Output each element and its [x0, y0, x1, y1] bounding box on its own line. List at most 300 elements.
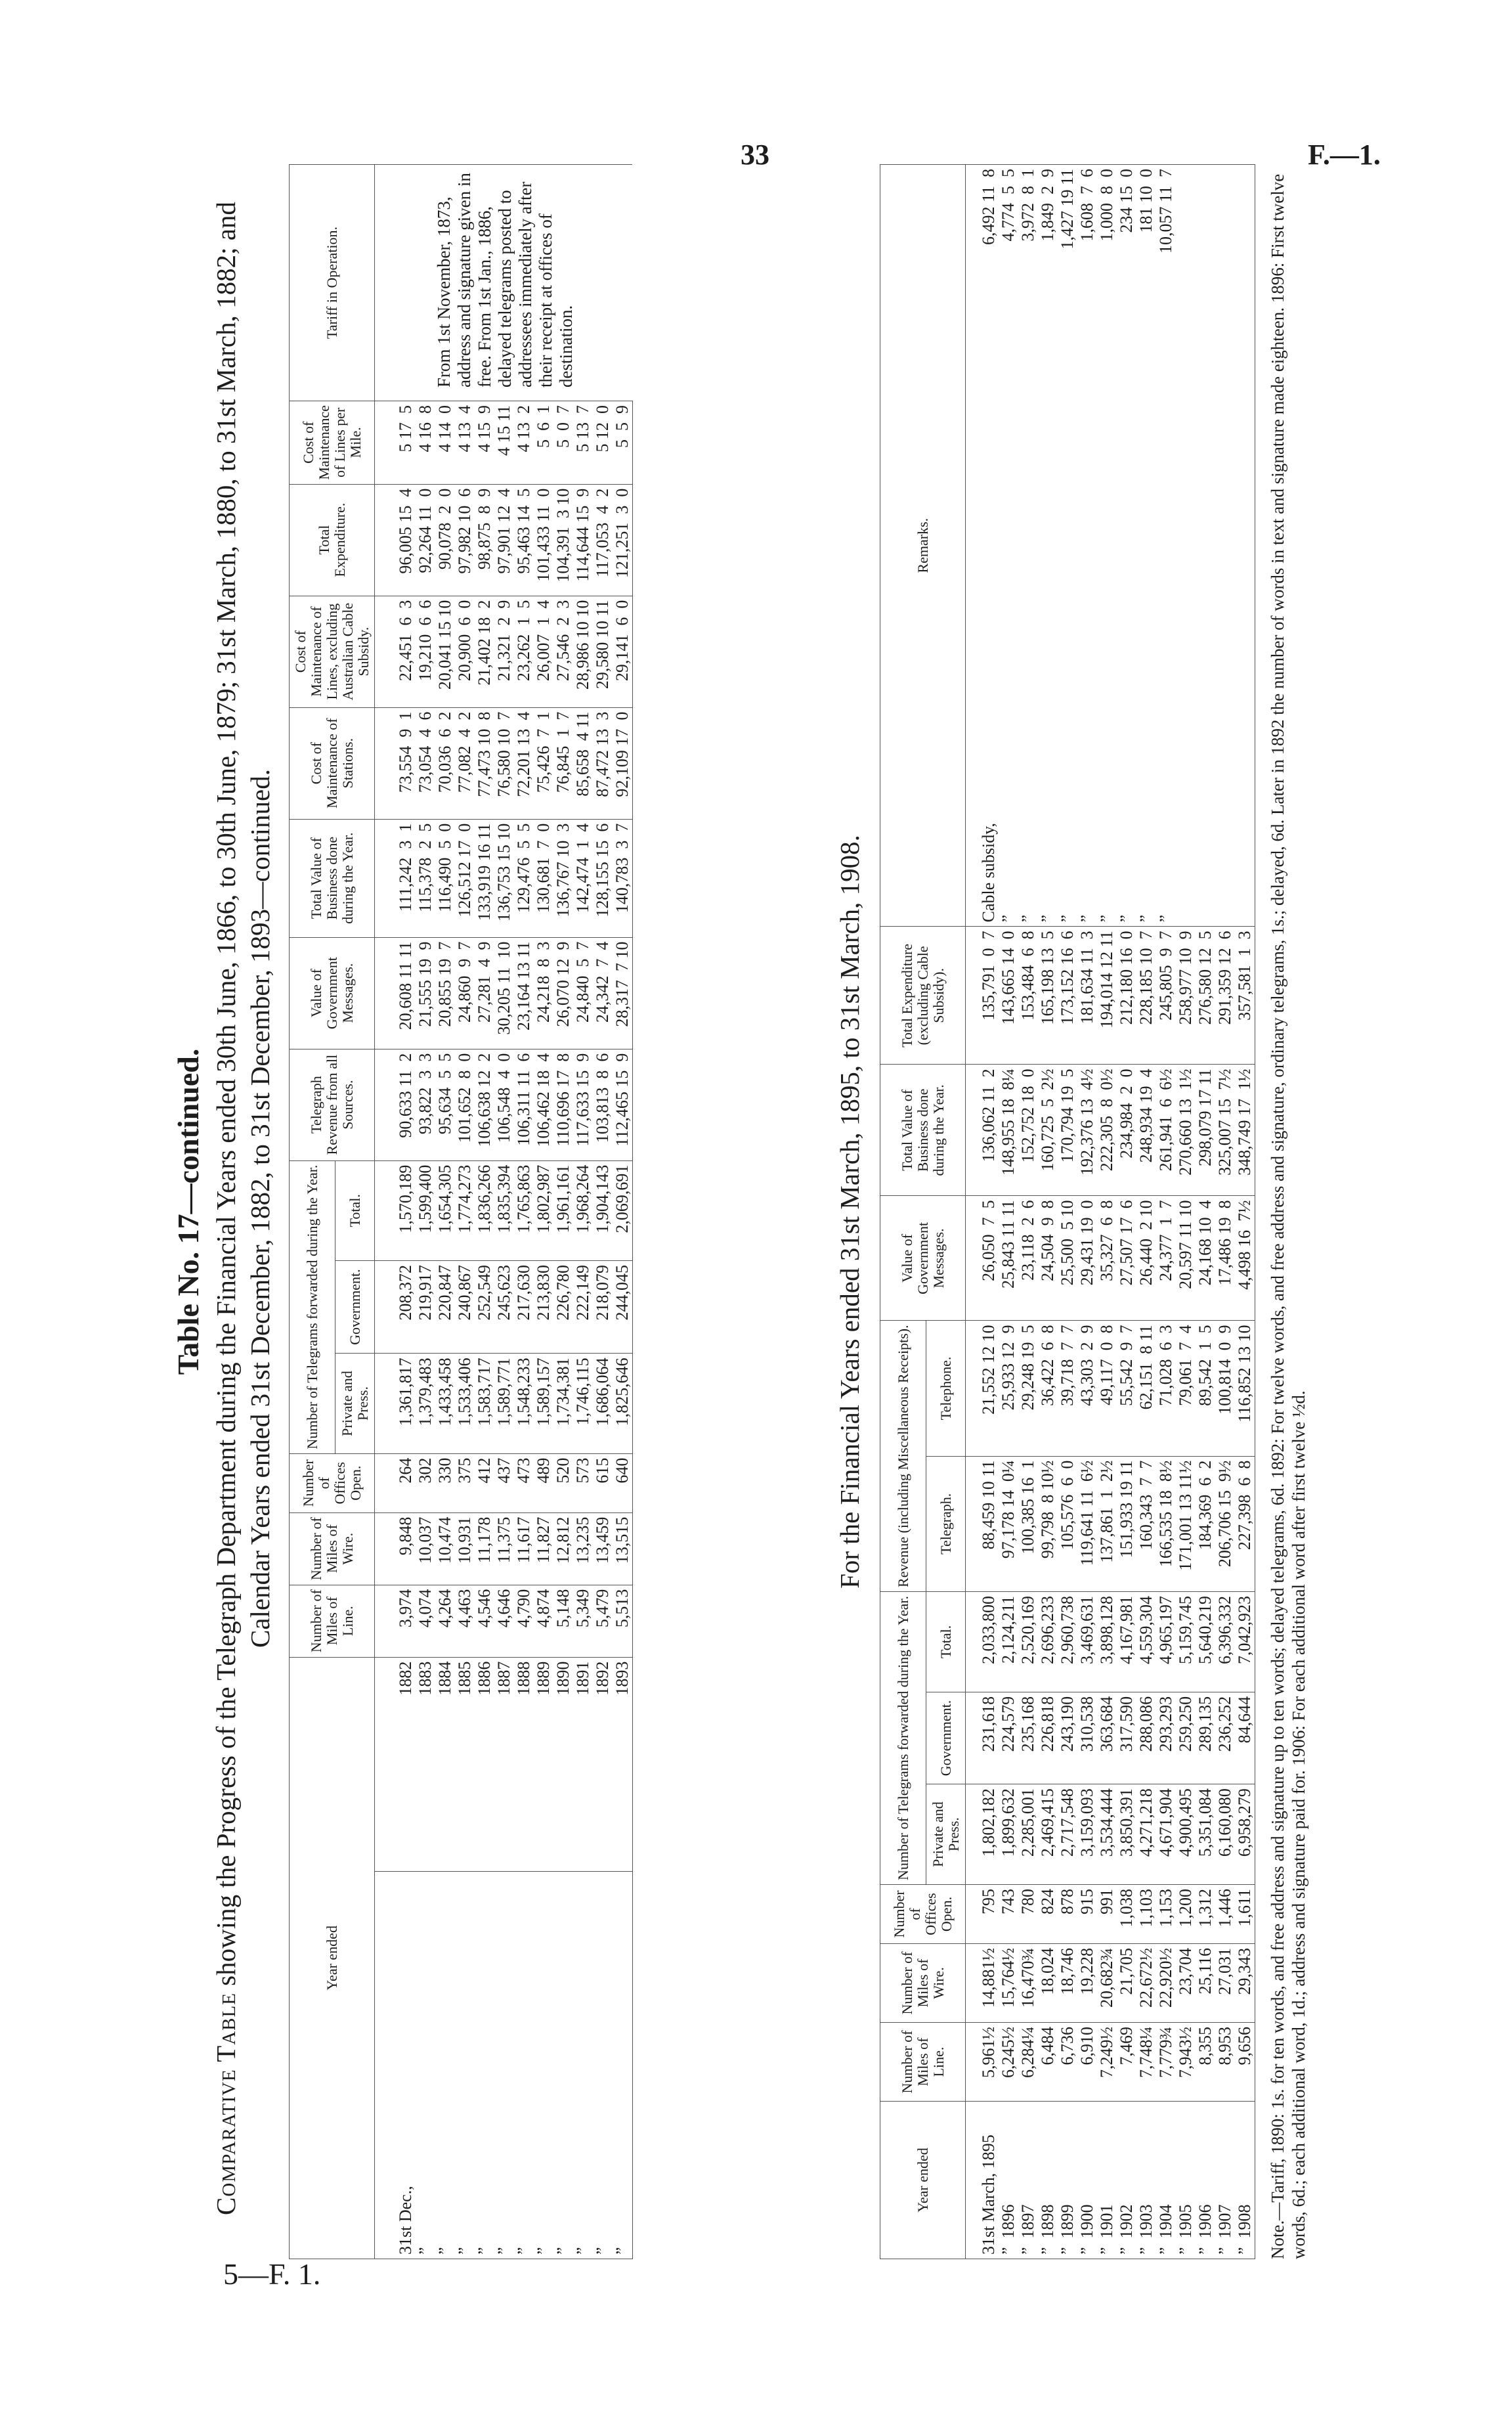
table-row — [573, 165, 593, 2259]
table-cell: 4,900,495 — [1176, 1784, 1196, 1885]
table-cell: 12,812 — [553, 1512, 573, 1585]
table-row — [435, 165, 455, 2259]
table-cell: 1,968,264 — [573, 1160, 593, 1260]
table-cell: 130,681 7 0 — [534, 819, 553, 937]
table-cell: 2,285,001 — [1018, 1784, 1038, 1885]
table-cell: 1,200 — [1176, 1885, 1196, 1944]
table-row — [375, 165, 416, 2259]
table-cell: 289,135 — [1196, 1692, 1215, 1784]
table-cell — [1215, 165, 1235, 518]
table-cell: 24,860 9 7 — [455, 937, 475, 1049]
col-gov-messages: Value of Government Messages. — [290, 937, 375, 1049]
tariff-note: Note.—Tariff, 1890: 1s. for ten words, and free address and signature up to ten words; delayed telegrams, 6d. 1892: For twelve words, and free address and signature, ordinary telegrams, 1s.; delayed, 6d. Later in 1892 the number of words in text and signature made eighteen. 1896: First twelve words, 6d.; each additional word, 1d.; address and signature paid for. 1906: For each additional word after first twelve ½d. — [1268, 173, 1308, 2259]
table-cell: 10,057 11 7 — [1156, 165, 1176, 518]
table-cell: 298,079 17 11 — [1196, 1065, 1215, 1196]
table-cell: 117,053 4 2 — [593, 484, 613, 596]
table-cell: 26,070 12 9 — [553, 937, 573, 1049]
table-cell: 244,045 — [613, 1260, 633, 1353]
table-cell: 9,656 — [1235, 2023, 1255, 2102]
table-cell: 824 — [1038, 1885, 1058, 1944]
table-cell: 1887 — [494, 1657, 514, 1871]
table-cell: 226,818 — [1038, 1692, 1058, 1784]
table-cell: 23,118 2 6 — [1018, 1196, 1038, 1321]
table-cell: 25,116 — [1196, 1944, 1215, 2023]
table-cell: 1,904,143 — [593, 1160, 613, 1260]
table-cell: 5 13 7 — [573, 401, 593, 485]
table-cell: 28,317 7 10 — [613, 937, 633, 1049]
col2-miles-line: Number of Miles of Line. — [880, 2023, 966, 2102]
table-cell: 27,281 4 9 — [475, 937, 494, 1049]
table-cell: 133,919 16 11 — [475, 819, 494, 937]
table-cell: 35,327 6 8 — [1097, 1196, 1117, 1321]
table-cell: 5,148 — [553, 1585, 573, 1657]
table-cell: 25,843 11 11 — [999, 1196, 1018, 1321]
table-cell: 1,427 19 11 — [1058, 165, 1077, 518]
table-cell: 1,446 — [1215, 1885, 1235, 1944]
table-cell: 228,185 10 7 — [1136, 927, 1156, 1065]
table-cell: 119,641 11 6½ — [1077, 1456, 1097, 1591]
col2-remarks: Remarks. — [880, 165, 966, 927]
table-cell: ” 1900 — [1077, 2102, 1097, 2259]
subtitle-rest: showing the Progress of the Telegraph Department during the Financial Years ended 30th June, 1866, to 30th June, 1879; 31st March, 1880, to 31st March, 1882; and Calendar Years ended 31st December, 1882, to 31st December, 1893—continued. — [211, 202, 275, 1993]
table-cell: 213,830 — [534, 1260, 553, 1353]
table-cell: 85,658 4 11 — [573, 707, 593, 819]
table-cell: 1,103 — [1136, 1885, 1156, 1944]
table-cell: 29,343 — [1235, 1944, 1255, 2023]
table-cell: 7,748¼ — [1136, 2023, 1156, 2102]
table-row — [1018, 165, 1038, 2259]
table-cell: 878 — [1058, 1885, 1077, 1944]
table-cell: 4,074 — [416, 1585, 435, 1657]
table-cell: 1,836,266 — [475, 1160, 494, 1260]
table-cell: 2,520,169 — [1018, 1591, 1038, 1692]
table-cell: ” — [1117, 518, 1136, 927]
table-cell — [1196, 518, 1215, 927]
table-cell: 29,580 10 11 — [593, 596, 613, 707]
table-cell: 1,835,394 — [494, 1160, 514, 1260]
progress-table-1895-1908 — [880, 164, 1255, 2259]
table-cell: 5,351,084 — [1196, 1784, 1215, 1885]
table-cell: ” — [1097, 518, 1117, 927]
table-cell: 137,861 1 2½ — [1097, 1456, 1117, 1591]
table-cell: 21,402 18 2 — [475, 596, 494, 707]
table-cell: 743 — [999, 1885, 1018, 1944]
table-cell: 615 — [593, 1453, 613, 1512]
table-cell: 153,484 6 8 — [1018, 927, 1038, 1065]
table-cell: 640 — [613, 1453, 633, 1512]
table-cell: 21,321 2 9 — [494, 596, 514, 707]
table-cell — [1235, 518, 1255, 927]
table-cell: 1,548,233 — [514, 1354, 534, 1453]
table-cell: 43,303 2 9 — [1077, 1321, 1097, 1456]
table-cell: 291,359 12 6 — [1215, 927, 1235, 1065]
col2-telephone: Telephone. — [926, 1321, 966, 1456]
table-cell: 26,440 2 10 — [1136, 1196, 1156, 1321]
table-cell: 1,611 — [1235, 1885, 1255, 1944]
table-cell: ” 1907 — [1215, 2102, 1235, 2259]
table-cell: 6,284¼ — [1018, 2023, 1038, 2102]
table-row — [553, 165, 573, 2259]
table-cell: 3,534,444 — [1097, 1784, 1117, 1885]
table-cell: 1,802,182 — [966, 1784, 999, 1885]
table-cell: 116,490 5 0 — [435, 819, 455, 937]
table-row — [1038, 165, 1058, 2259]
table-cell: 136,767 10 3 — [553, 819, 573, 937]
table-cell: 1882 — [375, 1657, 416, 1871]
table-cell: 87,472 13 3 — [593, 707, 613, 819]
table-cell: 72,201 13 4 — [514, 707, 534, 819]
table-row — [1176, 165, 1196, 2259]
table-cell: 1,153 — [1156, 1885, 1176, 1944]
table-cell: 136,753 15 10 — [494, 819, 514, 937]
table-cell: 264 — [375, 1453, 416, 1512]
table-cell: 226,780 — [553, 1260, 573, 1353]
col2-miles-wire: Number of Miles of Wire. — [880, 1944, 966, 2023]
table-cell: 222,305 8 0½ — [1097, 1065, 1117, 1196]
table-cell: 18,024 — [1038, 1944, 1058, 2023]
table-cell: 248,934 19 4 — [1136, 1065, 1156, 1196]
table-cell: 3,159,093 — [1077, 1784, 1097, 1885]
table-cell: 184,369 6 2 — [1196, 1456, 1215, 1591]
table-cell: 23,704 — [1176, 1944, 1196, 2023]
table-cell: 99,798 8 10½ — [1038, 1456, 1058, 1591]
table-cell: 20,608 11 11 — [375, 937, 416, 1049]
table-cell: 1,765,863 — [514, 1160, 534, 1260]
table-cell: 4,559,304 — [1136, 1591, 1156, 1692]
table-cell: 70,036 6 2 — [435, 707, 455, 819]
table-cell: 236,252 — [1215, 1692, 1235, 1784]
table-row — [1136, 165, 1156, 2259]
table-cell: 106,311 11 6 — [514, 1049, 534, 1160]
table-cell: 473 — [514, 1453, 534, 1512]
table-cell: 106,638 12 2 — [475, 1049, 494, 1160]
table-cell: 489 — [534, 1453, 553, 1512]
table-cell: 330 — [435, 1453, 455, 1512]
col2-private-press: Private and Press. — [926, 1784, 966, 1885]
table-cell: 22,920½ — [1156, 1944, 1176, 2023]
table-cell: 8,953 — [1215, 2023, 1235, 2102]
table-cell: 76,580 10 7 — [494, 707, 514, 819]
table-cell: 1885 — [455, 1657, 475, 1871]
table-cell: 76,845 1 7 — [553, 707, 573, 819]
table-cell: 24,342 7 4 — [593, 937, 613, 1049]
table-cell: 116,852 13 10 — [1235, 1321, 1255, 1456]
col-cost-per-mile: Cost of Maintenance of Lines per Mile. — [290, 401, 375, 485]
table-cell: 224,579 — [999, 1692, 1018, 1784]
table-cell: ” 1901 — [1097, 2102, 1117, 2259]
table-cell: 22,672½ — [1136, 1944, 1156, 2023]
table-cell: 1,849 2 9 — [1038, 165, 1058, 518]
table-cell: 140,783 3 7 — [613, 819, 633, 937]
table-cell: 5 6 1 — [534, 401, 553, 485]
table-cell: 310,538 — [1077, 1692, 1097, 1784]
table-cell: 90,078 2 0 — [435, 484, 455, 596]
col2-expenditure: Total Expenditure (excluding Cable Subsidy). — [880, 927, 966, 1065]
table-cell: ” — [1156, 518, 1176, 927]
table-cell: 4,671,904 — [1156, 1784, 1176, 1885]
table-cell: 219,917 — [416, 1260, 435, 1353]
table-cell: 17,486 19 8 — [1215, 1196, 1235, 1321]
col-year-ended: Year ended — [290, 1657, 375, 2259]
table-cell: 23,262 1 5 — [514, 596, 534, 707]
table-cell: ” — [455, 1871, 475, 2259]
table-cell: 19,228 — [1077, 1944, 1097, 2023]
col2-business: Total Value of Business done during the Year. — [880, 1065, 966, 1196]
table-cell: 5,513 — [613, 1585, 633, 1657]
table-cell: ” — [1018, 518, 1038, 927]
table-cell: ” — [416, 1871, 435, 2259]
table-cell: 363,684 — [1097, 1692, 1117, 1784]
table-cell: 3,850,391 — [1117, 1784, 1136, 1885]
table-cell: 173,152 16 6 — [1058, 927, 1077, 1065]
col2-government: Government. — [926, 1692, 966, 1784]
table-cell: 31st March, 1895 — [966, 2102, 999, 2259]
col-revenue: Telegraph Revenue from all Sources. — [290, 1049, 375, 1160]
table-cell: 192,376 13 4½ — [1077, 1065, 1097, 1196]
table-cell: 412 — [475, 1453, 494, 1512]
table-cell: 97,901 12 4 — [494, 484, 514, 596]
col2-telegraph: Telegraph. — [926, 1456, 966, 1591]
table-cell: 6,492 11 8 — [966, 165, 999, 518]
table-row — [475, 165, 494, 2259]
table-row — [966, 165, 999, 2259]
col-business: Total Value of Business done during the Year. — [290, 819, 375, 937]
table-cell: 4 14 0 — [435, 401, 455, 485]
table-cell: 1,608 7 6 — [1077, 165, 1097, 518]
table-cell: 1,734,381 — [553, 1354, 573, 1453]
table-cell: 114,644 15 9 — [573, 484, 593, 596]
table-cell: 6,245½ — [999, 2023, 1018, 2102]
table-row — [1156, 165, 1176, 2259]
table-title: Table No. 17—continued. — [171, 1048, 205, 1375]
table-cell: 3,974 — [375, 1585, 416, 1657]
table-cell: 4,167,981 — [1117, 1591, 1136, 1692]
table-cell — [1215, 518, 1235, 927]
table-row — [1215, 165, 1235, 2259]
table-cell: 217,630 — [514, 1260, 534, 1353]
table-cell — [1196, 165, 1215, 518]
table-cell: 3,898,128 — [1097, 1591, 1117, 1692]
table-cell: ” 1897 — [1018, 2102, 1038, 2259]
table-cell: 26,007 1 4 — [534, 596, 553, 707]
table-cell: 2,960,738 — [1058, 1591, 1077, 1692]
table-cell: 36,422 6 8 — [1038, 1321, 1058, 1456]
table-cell: 1884 — [435, 1657, 455, 1871]
table-cell: 27,507 17 6 — [1117, 1196, 1136, 1321]
table-cell: 437 — [494, 1453, 514, 1512]
table-cell: 1,599,400 — [416, 1160, 435, 1260]
table-cell: 2,033,800 — [966, 1591, 999, 1692]
table-cell: 1890 — [553, 1657, 573, 1871]
table-cell: 1,746,115 — [573, 1354, 593, 1453]
table-cell: 11,827 — [534, 1512, 553, 1585]
table-cell: 151,933 19 11 — [1117, 1456, 1136, 1591]
table-cell: 4,965,197 — [1156, 1591, 1176, 1692]
table-cell: 90,633 11 2 — [375, 1049, 416, 1160]
table-cell: ” — [494, 1871, 514, 2259]
table-cell: 1,961,161 — [553, 1160, 573, 1260]
table-cell: 95,463 14 5 — [514, 484, 534, 596]
table-cell: 4,463 — [455, 1585, 475, 1657]
table-cell: 7,042,923 — [1235, 1591, 1255, 1692]
table-cell: 7,249½ — [1097, 2023, 1117, 2102]
table-cell: 7,779¾ — [1156, 2023, 1176, 2102]
table-cell: 288,086 — [1136, 1692, 1156, 1784]
table-cell: 4 16 8 — [416, 401, 435, 485]
table-cell: 222,149 — [573, 1260, 593, 1353]
table-cell: 5 5 9 — [613, 401, 633, 485]
table-cell: 1,533,406 — [455, 1354, 475, 1453]
table-cell: ” 1899 — [1058, 2102, 1077, 2259]
table-cell: 276,580 12 5 — [1196, 927, 1215, 1065]
table-cell: 181,634 11 3 — [1077, 927, 1097, 1065]
table-cell — [1176, 165, 1196, 518]
table-cell: 6,160,080 — [1215, 1784, 1235, 1885]
table-cell: 27,031 — [1215, 1944, 1235, 2023]
table-cell: 5,640,219 — [1196, 1591, 1215, 1692]
table-cell: 160,343 7 7 — [1136, 1456, 1156, 1591]
table-cell: 106,462 18 4 — [534, 1049, 553, 1160]
table-cell: 1,379,483 — [416, 1354, 435, 1453]
table-cell: 212,180 16 0 — [1117, 927, 1136, 1065]
table-cell: 258,977 10 9 — [1176, 927, 1196, 1065]
table-cell: 24,840 5 7 — [573, 937, 593, 1049]
table-cell: 5,159,745 — [1176, 1591, 1196, 1692]
table-cell: 1888 — [514, 1657, 534, 1871]
table-cell: 30,205 11 10 — [494, 937, 514, 1049]
table-cell: ” — [999, 518, 1018, 927]
table-cell: 171,001 13 11½ — [1176, 1456, 1196, 1591]
table-cell: 220,847 — [435, 1260, 455, 1353]
table-cell: 3,972 8 1 — [1018, 165, 1038, 518]
col-tariff: Tariff in Operation. — [290, 165, 375, 401]
table-cell: 1,038 — [1117, 1885, 1136, 1944]
table-cell: ” — [475, 1871, 494, 2259]
table-cell: 170,794 19 5 — [1058, 1065, 1077, 1196]
table-cell: 103,813 8 6 — [593, 1049, 613, 1160]
table-cell: 20,855 19 7 — [435, 937, 455, 1049]
table-cell: 29,141 6 0 — [613, 596, 633, 707]
table-cell: 73,554 9 1 — [375, 707, 416, 819]
table-cell: 49,117 0 8 — [1097, 1321, 1117, 1456]
table-cell: 13,235 — [573, 1512, 593, 1585]
table-cell: 62,151 8 11 — [1136, 1321, 1156, 1456]
table-cell: 23,164 13 11 — [514, 937, 534, 1049]
rotated-table-page — [158, 151, 1346, 2272]
table-cell: 152,752 18 0 — [1018, 1065, 1038, 1196]
table-cell: 252,549 — [475, 1260, 494, 1353]
table-cell: 1,802,987 — [534, 1160, 553, 1260]
table-cell: 4 13 2 — [514, 401, 534, 485]
table-cell: 9,848 — [375, 1512, 416, 1585]
table-cell: 234 15 0 — [1117, 165, 1136, 518]
table-cell: 71,028 6 3 — [1156, 1321, 1176, 1456]
table-cell: 4,271,218 — [1136, 1784, 1156, 1885]
table-cell: 5 12 0 — [593, 401, 613, 485]
table-cell — [1235, 165, 1255, 518]
table-cell: 4,774 5 5 — [999, 165, 1018, 518]
table-cell: 6,484 — [1038, 2023, 1058, 2102]
table-cell: 1,361,817 — [375, 1354, 416, 1453]
table-cell: 5 0 7 — [553, 401, 573, 485]
table-cell: 26,050 7 5 — [966, 1196, 999, 1321]
table-cell: ” 1896 — [999, 2102, 1018, 2259]
table-cell: 1883 — [416, 1657, 435, 1871]
col-government: Government. — [335, 1260, 375, 1353]
table-cell: 21,705 — [1117, 1944, 1136, 2023]
col2-gov-messages: Value of Government Messages. — [880, 1196, 966, 1321]
table-cell: 96,005 15 4 — [375, 484, 416, 596]
table-cell: 4 15 9 — [475, 401, 494, 485]
table-cell: 573 — [573, 1453, 593, 1512]
table-cell: 31st Dec., — [375, 1871, 416, 2259]
table-cell: 1,433,458 — [435, 1354, 455, 1453]
table-cell: 92,264 11 0 — [416, 484, 435, 596]
table-cell: 6,910 — [1077, 2023, 1097, 2102]
table-cell: 112,465 15 9 — [613, 1049, 633, 1160]
table-cell: 10,474 — [435, 1512, 455, 1585]
table-row — [534, 165, 553, 2259]
col-total: Total. — [335, 1160, 375, 1260]
table-cell: 234,984 2 0 — [1117, 1065, 1136, 1196]
table-cell: 1,774,273 — [455, 1160, 475, 1260]
table-cell: 8,355 — [1196, 2023, 1215, 2102]
table-cell: ” — [593, 1871, 613, 2259]
table-cell: 104,391 3 10 — [553, 484, 573, 596]
table-cell: 2,469,415 — [1038, 1784, 1058, 1885]
tariff-text: From 1st November, 1873, address and signature given in free. From 1st Jan., 1886, delayed telegrams posted to addressees immediately after their receipt at offices of destination. — [375, 165, 633, 401]
table-cell: 18,746 — [1058, 1944, 1077, 2023]
col-maint-stations: Cost of Maintenance of Stations. — [290, 707, 375, 819]
table-cell: 128,155 15 6 — [593, 819, 613, 937]
table-cell: 7,943½ — [1176, 2023, 1196, 2102]
table-cell: 95,634 5 5 — [435, 1049, 455, 1160]
table-cell: 115,378 2 5 — [416, 819, 435, 937]
col2-offices-open: Number of Offices Open. — [880, 1885, 966, 1944]
table-cell: 1,583,717 — [475, 1354, 494, 1453]
table-cell: 135,791 0 7 — [966, 927, 999, 1065]
table-cell: 79,061 7 4 — [1176, 1321, 1196, 1456]
subtitle-lead: Comparative Table — [211, 1993, 241, 2215]
col-miles-wire: Number of Miles of Wire. — [290, 1512, 375, 1585]
table-cell: 1,654,305 — [435, 1160, 455, 1260]
table-cell: ” 1898 — [1038, 2102, 1058, 2259]
table-cell: 106,548 4 0 — [494, 1049, 514, 1160]
table-cell: 21,552 12 10 — [966, 1321, 999, 1456]
table-cell: 4,790 — [514, 1585, 534, 1657]
table-cell: 24,377 1 7 — [1156, 1196, 1176, 1321]
table-cell: 20,597 11 10 — [1176, 1196, 1196, 1321]
table-cell: 22,451 6 3 — [375, 596, 416, 707]
page-number: 33 — [741, 139, 769, 171]
table-cell: 991 — [1097, 1885, 1117, 1944]
table-cell: 20,041 15 10 — [435, 596, 455, 707]
table-cell: ” — [534, 1871, 553, 2259]
table-cell: 73,054 4 6 — [416, 707, 435, 819]
table-cell: 24,218 8 3 — [534, 937, 553, 1049]
table-cell: 231,618 — [966, 1692, 999, 1784]
table-cell: 1,312 — [1196, 1885, 1215, 1944]
table-cell: 166,535 18 8½ — [1156, 1456, 1176, 1591]
table-cell: 235,168 — [1018, 1692, 1038, 1784]
table-cell: 11,375 — [494, 1512, 514, 1585]
table-cell: 259,250 — [1176, 1692, 1196, 1784]
table-cell: 165,198 13 5 — [1038, 927, 1058, 1065]
table-cell: 325,007 15 7½ — [1215, 1065, 1235, 1196]
table-cell: ” — [1136, 518, 1156, 927]
table-cell: ” 1903 — [1136, 2102, 1156, 2259]
table-cell: ” — [573, 1871, 593, 2259]
